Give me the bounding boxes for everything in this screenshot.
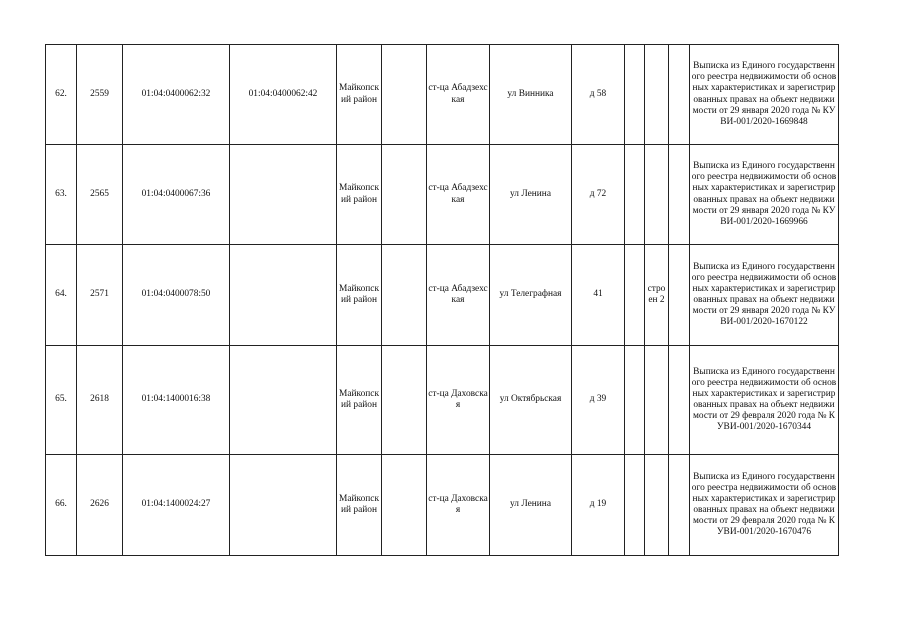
cadastral-number-cell: 01:04:0400062:32 <box>123 45 230 145</box>
document-source-cell: Выписка из Единого государственного реестра недвижимости об основных характеристиках и зарегистрированных правах на объект недвижимости от 29 февраля 2020 года № КУВИ-001/2020-1670476 <box>690 455 839 556</box>
empty-cell <box>669 145 690 245</box>
street-cell: ул Телеграфная <box>490 245 572 346</box>
street-cell: ул Октябрьская <box>490 346 572 455</box>
row-number-cell: 66. <box>46 455 77 556</box>
empty-cell <box>382 45 427 145</box>
building-cell: строен 2 <box>645 245 669 346</box>
district-cell: Майкопский район <box>337 455 382 556</box>
empty-cell <box>625 45 645 145</box>
empty-cell <box>382 245 427 346</box>
empty-cell <box>625 145 645 245</box>
cadastral-number-cell: 01:04:1400016:38 <box>123 346 230 455</box>
settlement-cell: ст-ца Даховская <box>427 455 490 556</box>
document-source-cell: Выписка из Единого государственного реестра недвижимости об основных характеристиках и зарегистрированных правах на объект недвижимости от 29 января 2020 года № КУВИ-001/2020-1670122 <box>690 245 839 346</box>
street-cell: ул Винника <box>490 45 572 145</box>
empty-cell <box>625 245 645 346</box>
table-row <box>46 45 839 145</box>
cadastral-number-2-cell <box>230 455 337 556</box>
street-cell: ул Ленина <box>490 145 572 245</box>
district-cell: Майкопский район <box>337 45 382 145</box>
document-source-cell: Выписка из Единого государственного реестра недвижимости об основных характеристиках и зарегистрированных правах на объект недвижимости от 29 января 2020 года № КУВИ-001/2020-1669966 <box>690 145 839 245</box>
cadastral-number-2-cell <box>230 145 337 245</box>
district-cell: Майкопский район <box>337 245 382 346</box>
building-cell <box>645 45 669 145</box>
registry-table <box>45 44 839 556</box>
record-id-cell: 2559 <box>77 45 123 145</box>
record-id-cell: 2571 <box>77 245 123 346</box>
empty-cell <box>625 346 645 455</box>
cadastral-number-cell: 01:04:0400078:50 <box>123 245 230 346</box>
empty-cell <box>669 455 690 556</box>
settlement-cell: ст-ца Абадзехская <box>427 145 490 245</box>
building-cell <box>645 145 669 245</box>
district-cell: Майкопский район <box>337 346 382 455</box>
table-row <box>46 145 839 245</box>
house-cell: д 39 <box>572 346 625 455</box>
table-row <box>46 245 839 346</box>
settlement-cell: ст-ца Даховская <box>427 346 490 455</box>
house-cell: д 58 <box>572 45 625 145</box>
street-cell: ул Ленина <box>490 455 572 556</box>
empty-cell <box>382 455 427 556</box>
building-cell <box>645 455 669 556</box>
row-number-cell: 63. <box>46 145 77 245</box>
record-id-cell: 2618 <box>77 346 123 455</box>
empty-cell <box>625 455 645 556</box>
cadastral-number-2-cell: 01:04:0400062:42 <box>230 45 337 145</box>
cadastral-number-2-cell <box>230 346 337 455</box>
empty-cell <box>669 245 690 346</box>
cadastral-number-cell: 01:04:1400024:27 <box>123 455 230 556</box>
document-source-cell: Выписка из Единого государственного реестра недвижимости об основных характеристиках и зарегистрированных правах на объект недвижимости от 29 января 2020 года № КУВИ-001/2020-1669848 <box>690 45 839 145</box>
cadastral-number-2-cell <box>230 245 337 346</box>
row-number-cell: 64. <box>46 245 77 346</box>
district-cell: Майкопский район <box>337 145 382 245</box>
settlement-cell: ст-ца Абадзехская <box>427 45 490 145</box>
cadastral-number-cell: 01:04:0400067:36 <box>123 145 230 245</box>
table-row <box>46 455 839 556</box>
row-number-cell: 62. <box>46 45 77 145</box>
house-cell: д 72 <box>572 145 625 245</box>
empty-cell <box>669 346 690 455</box>
settlement-cell: ст-ца Абадзехская <box>427 245 490 346</box>
table-row <box>46 346 839 455</box>
record-id-cell: 2565 <box>77 145 123 245</box>
building-cell <box>645 346 669 455</box>
record-id-cell: 2626 <box>77 455 123 556</box>
empty-cell <box>669 45 690 145</box>
empty-cell <box>382 145 427 245</box>
document-source-cell: Выписка из Единого государственного реестра недвижимости об основных характеристиках и зарегистрированных правах на объект недвижимости от 29 февраля 2020 года № КУВИ-001/2020-1670344 <box>690 346 839 455</box>
house-cell: 41 <box>572 245 625 346</box>
row-number-cell: 65. <box>46 346 77 455</box>
house-cell: д 19 <box>572 455 625 556</box>
empty-cell <box>382 346 427 455</box>
